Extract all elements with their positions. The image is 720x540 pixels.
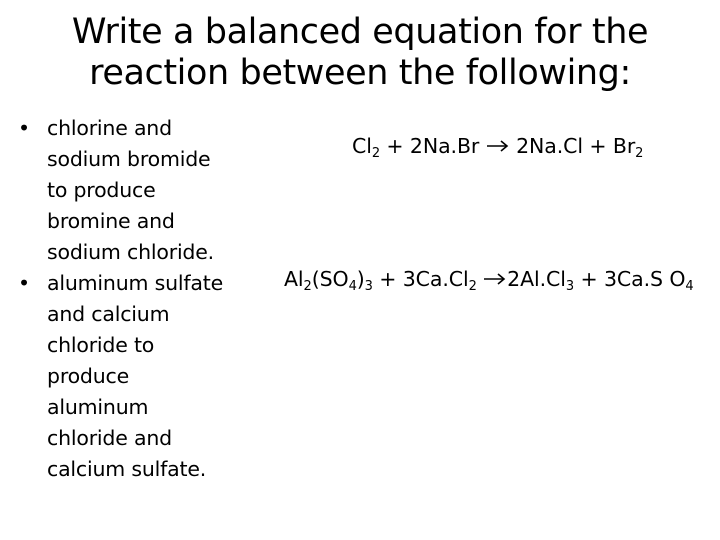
bullet-line: chloride and (47, 426, 172, 450)
bullet-line: bromine and (47, 209, 175, 233)
subscript: 3 (565, 279, 575, 294)
bullet-list (18, 113, 258, 485)
title-line-2: reaction between the following: (89, 53, 631, 93)
product-text: + 3Ca.S O (574, 267, 686, 291)
bullet-line: aluminum sulfate (47, 271, 223, 295)
product-text: 2Al.Cl (507, 267, 566, 291)
subscript: 2 (303, 279, 312, 294)
subscript: 3 (364, 279, 373, 294)
reaction-arrow-icon (483, 272, 507, 286)
bullet-item-aluminum (18, 268, 258, 485)
bullet-text (47, 268, 258, 485)
bullet-marker: • (18, 116, 30, 140)
bullet-line: and calcium (47, 302, 170, 326)
bullet-line: calcium sulfate. (47, 457, 207, 481)
reaction-arrow-icon (486, 139, 510, 153)
product-text: 2Na.Cl + Br (509, 134, 636, 158)
bullet-marker: • (18, 271, 30, 295)
bullet-line: sodium chloride. (47, 240, 214, 264)
bullet-line: chloride to (47, 333, 155, 357)
bullet-line: sodium bromide (47, 147, 211, 171)
reactant-text: (SO (311, 267, 349, 291)
bullet-line: to produce (47, 178, 156, 202)
subscript: 2 (371, 146, 380, 161)
subscript: 4 (348, 279, 357, 294)
slide-title (40, 12, 680, 94)
reactant-text: + 3Ca.Cl (372, 267, 469, 291)
subscript: 4 (685, 279, 694, 294)
bullet-text (47, 113, 258, 268)
bullet-line: aluminum (47, 395, 149, 419)
bullet-line: chlorine and (47, 116, 172, 140)
reactant-text: + 2Na.Br (379, 134, 486, 158)
subscript: 2 (635, 146, 644, 161)
bullet-line: produce (47, 364, 130, 388)
bullet-item-chlorine (18, 113, 258, 268)
title-line-1: Write a balanced equation for the (71, 12, 649, 52)
equation-2 (284, 264, 694, 294)
subscript: 2 (468, 279, 477, 294)
reactant-text: Al (284, 267, 304, 291)
equation-1 (352, 131, 643, 161)
reactant-text: Cl (352, 134, 372, 158)
reactant-text: ) (356, 267, 365, 291)
